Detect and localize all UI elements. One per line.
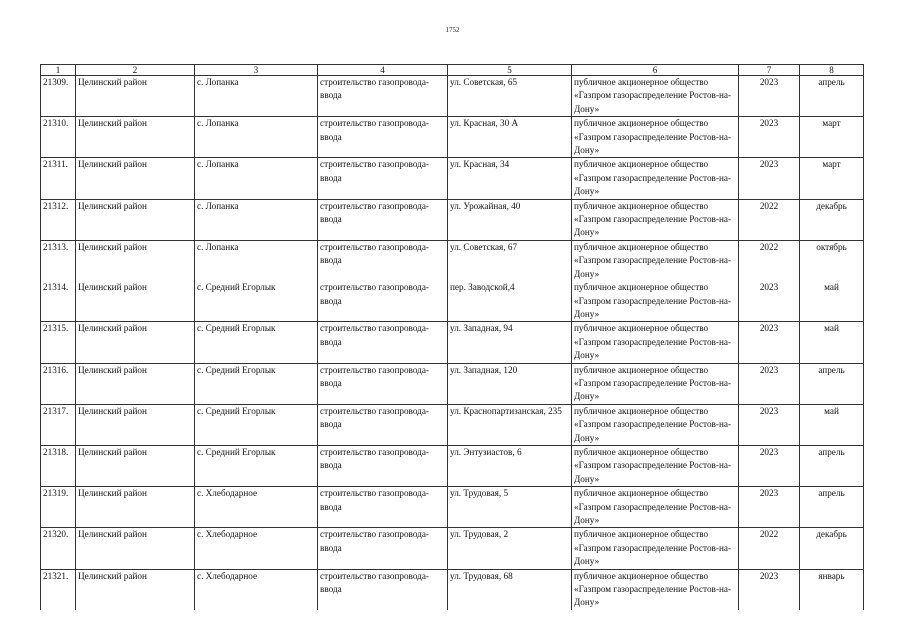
address-cell: ул. Краснопартизанская, 235 <box>448 404 572 445</box>
work-type-cell: строительство газопровода-ввода <box>318 363 448 404</box>
page-number: 1752 <box>445 26 460 34</box>
row-number: 21312. <box>41 199 76 240</box>
table-row <box>41 363 864 404</box>
district-cell: Целинский район <box>76 569 195 610</box>
column-header: 4 <box>318 65 448 76</box>
column-header: 6 <box>572 65 739 76</box>
address-cell: ул. Урожайная, 40 <box>448 199 572 240</box>
row-number: 21316. <box>41 363 76 404</box>
table-row <box>41 528 864 569</box>
organization-cell: публичное акционерное общество «Газпром газораспределение Ростов-на-Дону» <box>572 117 739 158</box>
month-cell: май <box>800 281 864 322</box>
row-number: 21317. <box>41 404 76 445</box>
district-cell: Целинский район <box>76 445 195 486</box>
district-cell: Целинский район <box>76 76 195 117</box>
district-cell: Целинский район <box>76 281 195 322</box>
month-cell: декабрь <box>800 528 864 569</box>
table-row <box>41 199 864 240</box>
organization-cell: публичное акционерное общество «Газпром газораспределение Ростов-на-Дону» <box>572 528 739 569</box>
address-cell: ул. Трудовая, 2 <box>448 528 572 569</box>
work-type-cell: строительство газопровода-ввода <box>318 240 448 281</box>
year-cell: 2023 <box>739 363 800 404</box>
row-number: 21320. <box>41 528 76 569</box>
table-row <box>41 487 864 528</box>
row-number: 21309. <box>41 76 76 117</box>
district-cell: Целинский район <box>76 322 195 363</box>
row-number: 21321. <box>41 569 76 610</box>
organization-cell: публичное акционерное общество «Газпром газораспределение Ростов-на-Дону» <box>572 487 739 528</box>
address-cell: ул. Трудовая, 5 <box>448 487 572 528</box>
locality-cell: с. Лопанка <box>195 199 318 240</box>
table-row <box>41 240 864 281</box>
column-header: 3 <box>195 65 318 76</box>
district-cell: Целинский район <box>76 487 195 528</box>
district-cell: Целинский район <box>76 158 195 199</box>
work-type-cell: строительство газопровода-ввода <box>318 158 448 199</box>
year-cell: 2023 <box>739 117 800 158</box>
address-cell: ул. Красная, 30 А <box>448 117 572 158</box>
district-cell: Целинский район <box>76 117 195 158</box>
work-type-cell: строительство газопровода-ввода <box>318 322 448 363</box>
organization-cell: публичное акционерное общество «Газпром газораспределение Ростов-на-Дону» <box>572 363 739 404</box>
year-cell: 2023 <box>739 158 800 199</box>
district-cell: Целинский район <box>76 199 195 240</box>
year-cell: 2023 <box>739 322 800 363</box>
column-number-row <box>41 65 864 76</box>
month-cell: апрель <box>800 76 864 117</box>
year-cell: 2023 <box>739 76 800 117</box>
work-type-cell: строительство газопровода-ввода <box>318 117 448 158</box>
month-cell: апрель <box>800 487 864 528</box>
column-header: 5 <box>448 65 572 76</box>
work-type-cell: строительство газопровода-ввода <box>318 404 448 445</box>
year-cell: 2023 <box>739 487 800 528</box>
year-cell: 2023 <box>739 281 800 322</box>
organization-cell: публичное акционерное общество «Газпром газораспределение Ростов-на-Дону» <box>572 240 739 281</box>
work-type-cell: строительство газопровода-ввода <box>318 569 448 610</box>
year-cell: 2023 <box>739 569 800 610</box>
address-cell: ул. Советская, 65 <box>448 76 572 117</box>
organization-cell: публичное акционерное общество «Газпром газораспределение Ростов-на-Дону» <box>572 76 739 117</box>
month-cell: апрель <box>800 445 864 486</box>
locality-cell: с. Лопанка <box>195 76 318 117</box>
month-cell: декабрь <box>800 199 864 240</box>
month-cell: апрель <box>800 363 864 404</box>
address-cell: пер. Заводской,4 <box>448 281 572 322</box>
address-cell: ул. Энтузиастов, 6 <box>448 445 572 486</box>
month-cell: март <box>800 117 864 158</box>
year-cell: 2022 <box>739 199 800 240</box>
month-cell: май <box>800 322 864 363</box>
table-row <box>41 76 864 117</box>
table-row <box>41 158 864 199</box>
organization-cell: публичное акционерное общество «Газпром газораспределение Ростов-на-Дону» <box>572 445 739 486</box>
work-type-cell: строительство газопровода-ввода <box>318 487 448 528</box>
column-header: 8 <box>800 65 864 76</box>
organization-cell: публичное акционерное общество «Газпром газораспределение Ростов-на-Дону» <box>572 569 739 610</box>
column-header: 7 <box>739 65 800 76</box>
work-type-cell: строительство газопровода-ввода <box>318 528 448 569</box>
row-number: 21310. <box>41 117 76 158</box>
locality-cell: с. Средний Егорлык <box>195 445 318 486</box>
month-cell: октябрь <box>800 240 864 281</box>
organization-cell: публичное акционерное общество «Газпром газораспределение Ростов-на-Дону» <box>572 322 739 363</box>
row-number: 21313. <box>41 240 76 281</box>
locality-cell: с. Средний Егорлык <box>195 281 318 322</box>
organization-cell: публичное акционерное общество «Газпром газораспределение Ростов-на-Дону» <box>572 199 739 240</box>
address-cell: ул. Западная, 94 <box>448 322 572 363</box>
year-cell: 2022 <box>739 528 800 569</box>
work-type-cell: строительство газопровода-ввода <box>318 281 448 322</box>
work-type-cell: строительство газопровода-ввода <box>318 445 448 486</box>
column-header: 1 <box>41 65 76 76</box>
table-row <box>41 281 864 322</box>
address-cell: ул. Красная, 34 <box>448 158 572 199</box>
table-row <box>41 404 864 445</box>
organization-cell: публичное акционерное общество «Газпром газораспределение Ростов-на-Дону» <box>572 158 739 199</box>
locality-cell: с. Средний Егорлык <box>195 404 318 445</box>
locality-cell: с. Лопанка <box>195 117 318 158</box>
locality-cell: с. Хлебодарное <box>195 569 318 610</box>
row-number: 21311. <box>41 158 76 199</box>
organization-cell: публичное акционерное общество «Газпром газораспределение Ростов-на-Дону» <box>572 281 739 322</box>
month-cell: январь <box>800 569 864 610</box>
month-cell: март <box>800 158 864 199</box>
year-cell: 2023 <box>739 445 800 486</box>
table-row <box>41 445 864 486</box>
table-body <box>41 65 864 610</box>
locality-cell: с. Хлебодарное <box>195 528 318 569</box>
district-cell: Целинский район <box>76 363 195 404</box>
address-cell: ул. Западная, 120 <box>448 363 572 404</box>
year-cell: 2023 <box>739 404 800 445</box>
locality-cell: с. Лопанка <box>195 158 318 199</box>
district-cell: Целинский район <box>76 404 195 445</box>
address-cell: ул. Трудовая, 68 <box>448 569 572 610</box>
row-number: 21318. <box>41 445 76 486</box>
table-row <box>41 569 864 610</box>
organization-cell: публичное акционерное общество «Газпром газораспределение Ростов-на-Дону» <box>572 404 739 445</box>
column-header: 2 <box>76 65 195 76</box>
row-number: 21315. <box>41 322 76 363</box>
locality-cell: с. Лопанка <box>195 240 318 281</box>
locality-cell: с. Средний Егорлык <box>195 322 318 363</box>
table-row <box>41 322 864 363</box>
locality-cell: с. Хлебодарное <box>195 487 318 528</box>
month-cell: май <box>800 404 864 445</box>
table-row <box>41 117 864 158</box>
year-cell: 2022 <box>739 240 800 281</box>
address-cell: ул. Советская, 67 <box>448 240 572 281</box>
row-number: 21314. <box>41 281 76 322</box>
district-cell: Целинский район <box>76 528 195 569</box>
work-type-cell: строительство газопровода-ввода <box>318 199 448 240</box>
district-cell: Целинский район <box>76 240 195 281</box>
locality-cell: с. Средний Егорлык <box>195 363 318 404</box>
row-number: 21319. <box>41 487 76 528</box>
work-type-cell: строительство газопровода-ввода <box>318 76 448 117</box>
registry-table <box>40 64 864 610</box>
